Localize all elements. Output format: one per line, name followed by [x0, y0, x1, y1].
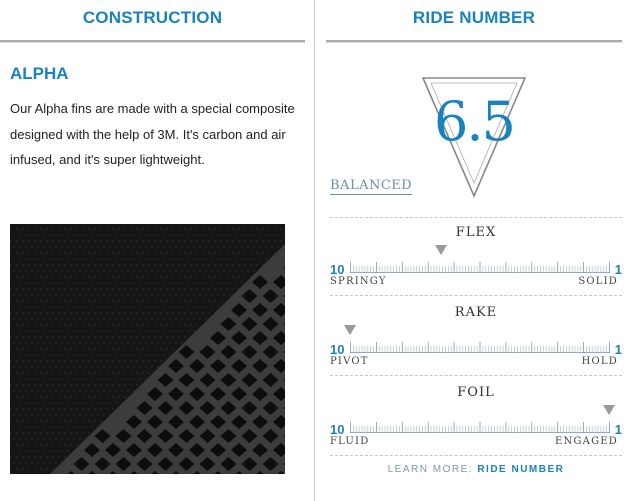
- ride-number-panel: [326, 0, 622, 501]
- divider: [330, 375, 622, 376]
- divider: [330, 295, 622, 296]
- flex-title: FLEX: [455, 225, 497, 240]
- construction-heading: CONSTRUCTION: [0, 0, 305, 42]
- fin-material-image: [10, 224, 285, 474]
- ride-number-heading: RIDE NUMBER: [326, 0, 622, 42]
- scale-rake: [330, 305, 622, 375]
- rake-ruler: [350, 341, 610, 353]
- foil-marker-icon: [603, 405, 615, 415]
- flex-ruler: [350, 261, 610, 273]
- foil-title: FOIL: [457, 385, 495, 400]
- scale-flex: [330, 225, 622, 295]
- rake-max-number: 10: [330, 342, 345, 357]
- column-divider: [314, 0, 315, 501]
- foil-high-label: ENGAGED: [555, 436, 618, 447]
- foil-max-number: 10: [330, 422, 345, 437]
- ride-number-value: 6.5: [434, 90, 514, 153]
- rake-low-label: PIVOT: [330, 356, 369, 367]
- flex-max-number: 10: [330, 262, 345, 277]
- divider: [330, 455, 622, 456]
- flex-low-label: SPRINGY: [330, 276, 387, 287]
- learn-more-prefix: LEARN MORE:: [387, 464, 474, 475]
- fin-description: Our Alpha fins are made with a special composite designed with the help of 3M. It's carbon and air infused, and it's super lightweight.: [10, 101, 295, 167]
- ride-category-label: BALANCED: [330, 178, 413, 193]
- flex-min-number: 1: [614, 262, 622, 277]
- ride-number-link[interactable]: RIDE NUMBER: [477, 464, 565, 475]
- foil-low-label: FLUID: [330, 436, 370, 447]
- scale-foil: [330, 385, 622, 455]
- learn-more: [330, 464, 622, 475]
- foil-ruler: [350, 421, 610, 433]
- flex-marker-icon: [435, 245, 447, 255]
- construction-panel: [0, 0, 305, 501]
- ride-number-badge: [422, 76, 526, 198]
- foil-min-number: 1: [614, 422, 622, 437]
- divider: [330, 217, 622, 218]
- fin-name: ALPHA: [10, 64, 69, 83]
- rake-min-number: 1: [614, 342, 622, 357]
- flex-high-label: SOLID: [578, 276, 618, 287]
- rake-high-label: HOLD: [581, 356, 618, 367]
- rake-marker-icon: [344, 325, 356, 335]
- rake-title: RAKE: [454, 305, 498, 320]
